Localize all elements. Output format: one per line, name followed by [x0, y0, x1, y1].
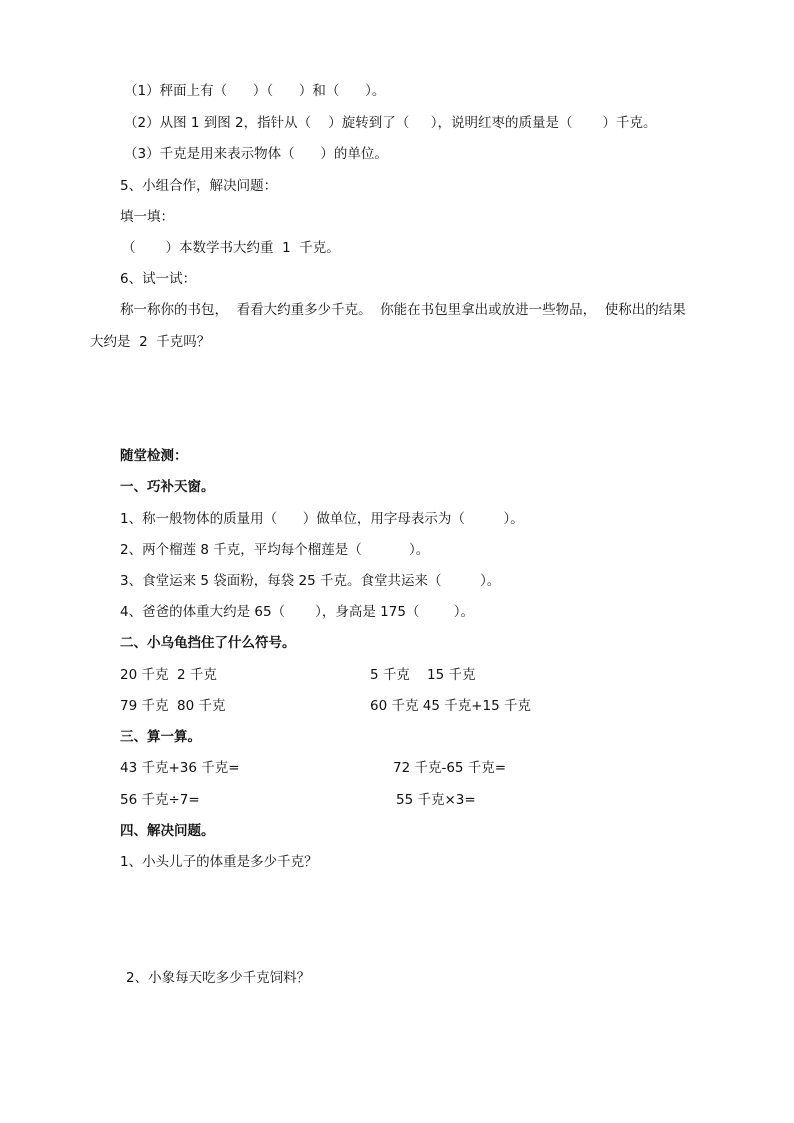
question-2: （2）从图 1 到图 2，指针从（ ）旋转到了（ ），说明红枣的质量是（ ）千克。 [124, 115, 657, 131]
section-3-right-1: 72 千克-65 千克= [393, 760, 507, 776]
section-4-question-1: 1、小头儿子的体重是多少千克？ [120, 854, 318, 870]
question-3: （3）千克是用来表示物体（ ）的单位。 [124, 146, 388, 162]
section-1-item-3: 3、食堂运来 5 袋面粉，每袋 25 千克。食堂共运来（ ）。 [120, 573, 501, 589]
section-3-left-1: 43 千克+36 千克= [120, 760, 240, 776]
section-3-right-2: 55 千克×3= [396, 792, 476, 808]
section-1-title: 一、巧补天窗。 [120, 479, 215, 495]
section-2-right-2: 60 千克 45 千克+15 千克 [370, 698, 532, 714]
section-6-text-line-2: 大约是 2 千克吗？ [90, 334, 211, 350]
section-5-fill-label: 填一填： [120, 209, 174, 225]
section-2-left-1: 20 千克 2 千克 [120, 667, 217, 683]
section-4-title: 四、解决问题。 [120, 823, 215, 839]
section-3-title: 三、算一算。 [120, 729, 201, 745]
section-2-title: 二、小乌龟挡住了什么符号。 [120, 635, 296, 651]
section-4-question-2: 2、小象每天吃多少千克饲料？ [126, 970, 311, 986]
quiz-title: 随堂检测： [120, 448, 188, 464]
section-1-item-1: 1、称一般物体的质量用（ ）做单位，用字母表示为（ ）。 [120, 511, 524, 527]
section-1-item-4: 4、爸爸的体重大约是 65（ ），身高是 175（ ）。 [120, 604, 474, 620]
section-2-left-2: 79 千克 80 千克 [120, 698, 226, 714]
section-6-title: 6、试一试： [120, 271, 197, 287]
section-6-text-line-1: 称一称你的书包， 看看大约重多少千克。 你能在书包里拿出或放进一些物品， 使称出的结果 [120, 302, 686, 318]
section-5-title: 5、小组合作，解决问题： [120, 178, 278, 194]
section-2-right-1: 5 千克 15 千克 [370, 667, 476, 683]
section-3-left-2: 56 千克÷7= [120, 792, 200, 808]
section-1-item-2: 2、两个榴莲 8 千克，平均每个榴莲是（ ）。 [120, 542, 430, 558]
section-5-item: （ ）本数学书大约重 1 千克。 [122, 240, 340, 256]
question-1: （1）秤面上有（ ）（ ）和（ ）。 [124, 83, 386, 99]
